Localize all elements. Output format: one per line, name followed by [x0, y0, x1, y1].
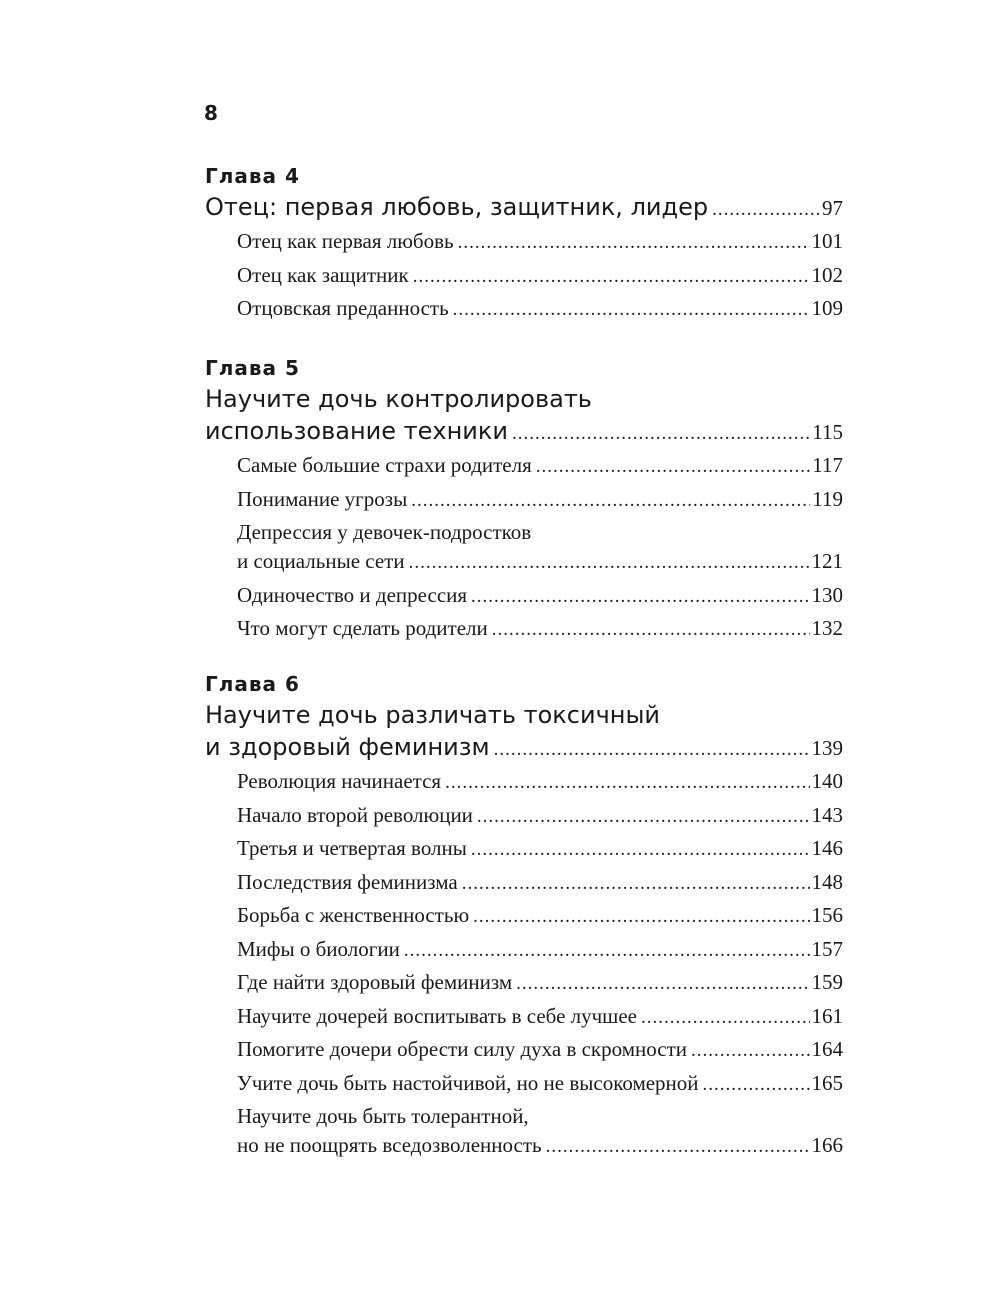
chapter-title: Научите дочь различать токсичный — [205, 701, 660, 729]
dot-leader — [411, 486, 810, 515]
dot-leader — [703, 1070, 810, 1099]
dot-leader — [494, 734, 810, 766]
chapter-label: Глава 5 — [205, 356, 300, 380]
chapter-title-line — [205, 191, 843, 223]
entry-title: Одиночество и депрессия — [237, 582, 468, 607]
dot-leader — [691, 1036, 809, 1065]
toc-entry — [237, 901, 843, 931]
toc-entry — [237, 614, 843, 644]
chapter-title: Научите дочь контролировать — [205, 385, 592, 413]
chapter-title: Отец: первая любовь, защитник, лидер — [205, 193, 709, 221]
toc-entry — [237, 868, 843, 898]
dot-leader — [471, 835, 810, 864]
dot-leader — [453, 295, 810, 324]
toc-entry — [237, 227, 843, 257]
chapter-4 — [205, 163, 843, 328]
entry-page-number: 146 — [811, 836, 843, 860]
toc-entry — [237, 1102, 843, 1161]
entry-title: Революция начинается — [237, 769, 442, 793]
dot-leader — [546, 1132, 810, 1161]
toc-entry — [237, 261, 843, 291]
entry-page-number: 119 — [812, 486, 843, 511]
dot-leader — [512, 418, 810, 450]
entry-title: Третья и четвертая волны — [237, 836, 467, 860]
entry-page-number: 102 — [811, 262, 843, 287]
chapter-title-line — [205, 383, 843, 415]
entry-page-number: 143 — [811, 802, 843, 827]
dot-leader — [445, 768, 809, 797]
entry-page-number: 159 — [811, 970, 843, 994]
chapter-title-line — [205, 731, 843, 763]
entry-title: Мифы о биологии — [237, 936, 400, 961]
entry-title: Понимание угрозы — [237, 486, 408, 511]
toc-entry — [237, 581, 843, 611]
entry-page-number: 132 — [811, 616, 843, 640]
chapter-title: и здоровый феминизм — [205, 733, 490, 761]
section-list — [205, 767, 843, 1161]
chapter-label: Глава 4 — [205, 164, 300, 188]
entry-title: Отец как защитник — [237, 262, 409, 287]
entry-title: и социальные сети — [237, 549, 405, 573]
toc-entry — [237, 834, 843, 864]
toc-entry — [237, 294, 843, 324]
section-list — [205, 227, 843, 324]
dot-leader — [462, 869, 810, 898]
chapter-page-number: 115 — [812, 420, 843, 444]
entry-page-number: 117 — [812, 453, 843, 477]
entry-page-number: 109 — [811, 296, 843, 320]
toc-entry — [237, 767, 843, 797]
toc-entry — [237, 968, 843, 998]
entry-title: Где найти здоровый феминизм — [237, 970, 513, 994]
chapter-title: использование техники — [205, 417, 508, 445]
chapter-title-line — [205, 415, 843, 447]
toc-entry — [237, 451, 843, 481]
entry-title: но не поощрять вседозволенность — [237, 1133, 542, 1157]
dot-leader — [641, 1003, 810, 1032]
entry-title: Борьба с женственностью — [237, 903, 470, 927]
entry-page-number: 156 — [811, 903, 843, 927]
entry-page-number: 161 — [811, 1003, 843, 1028]
chapter-label: Глава 6 — [205, 672, 300, 696]
chapter-6 — [205, 671, 843, 1165]
chapter-5 — [205, 355, 843, 648]
dot-leader — [409, 548, 810, 577]
entry-title: Научите дочерей воспитывать в себе лучшее — [237, 1003, 637, 1028]
entry-title: Что могут сделать родители — [237, 616, 488, 640]
entry-page-number: 121 — [811, 549, 843, 573]
toc-entry — [237, 518, 843, 577]
entry-page-number: 130 — [811, 582, 843, 607]
chapter-page-number: 139 — [811, 736, 843, 760]
page-number: 8 — [204, 101, 218, 125]
dot-leader — [404, 936, 810, 965]
entry-second-line — [237, 547, 843, 577]
entry-page-number: 148 — [811, 869, 843, 894]
entry-page-number: 166 — [811, 1133, 843, 1157]
entry-second-line — [237, 1131, 843, 1161]
section-list — [205, 451, 843, 644]
toc-entry — [237, 801, 843, 831]
entry-page-number: 164 — [811, 1037, 843, 1061]
entry-title: Самые большие страхи родителя — [237, 453, 532, 477]
dot-leader — [492, 615, 810, 644]
entry-title: Депрессия у девочек-подростков — [237, 520, 532, 544]
toc-entry — [237, 935, 843, 965]
dot-leader — [471, 582, 809, 611]
chapter-page-number: 97 — [822, 196, 843, 220]
entry-title: Помогите дочери обрести силу духа в скромности — [237, 1037, 688, 1061]
dot-leader — [712, 194, 820, 226]
entry-page-number: 101 — [811, 229, 843, 253]
entry-page-number: 165 — [811, 1070, 843, 1095]
toc-entry — [237, 485, 843, 515]
dot-leader — [473, 902, 809, 931]
entry-page-number: 140 — [811, 769, 843, 793]
entry-title: Последствия феминизма — [237, 869, 458, 894]
entry-page-number: 157 — [811, 936, 843, 961]
chapter-title-line — [205, 699, 843, 731]
dot-leader — [413, 262, 810, 291]
dot-leader — [516, 969, 809, 998]
toc-entry — [237, 1002, 843, 1032]
toc-entry — [237, 1069, 843, 1099]
toc-entry — [237, 1035, 843, 1065]
dot-leader — [458, 228, 810, 257]
dot-leader — [536, 452, 811, 481]
entry-title: Научите дочь быть толерантной, — [237, 1104, 529, 1128]
entry-title: Начало второй революции — [237, 802, 473, 827]
dot-leader — [477, 802, 810, 831]
entry-title: Отцовская преданность — [237, 296, 449, 320]
entry-title: Отец как первая любовь — [237, 229, 454, 253]
entry-title: Учите дочь быть настойчивой, но не высокомерной — [237, 1070, 699, 1095]
